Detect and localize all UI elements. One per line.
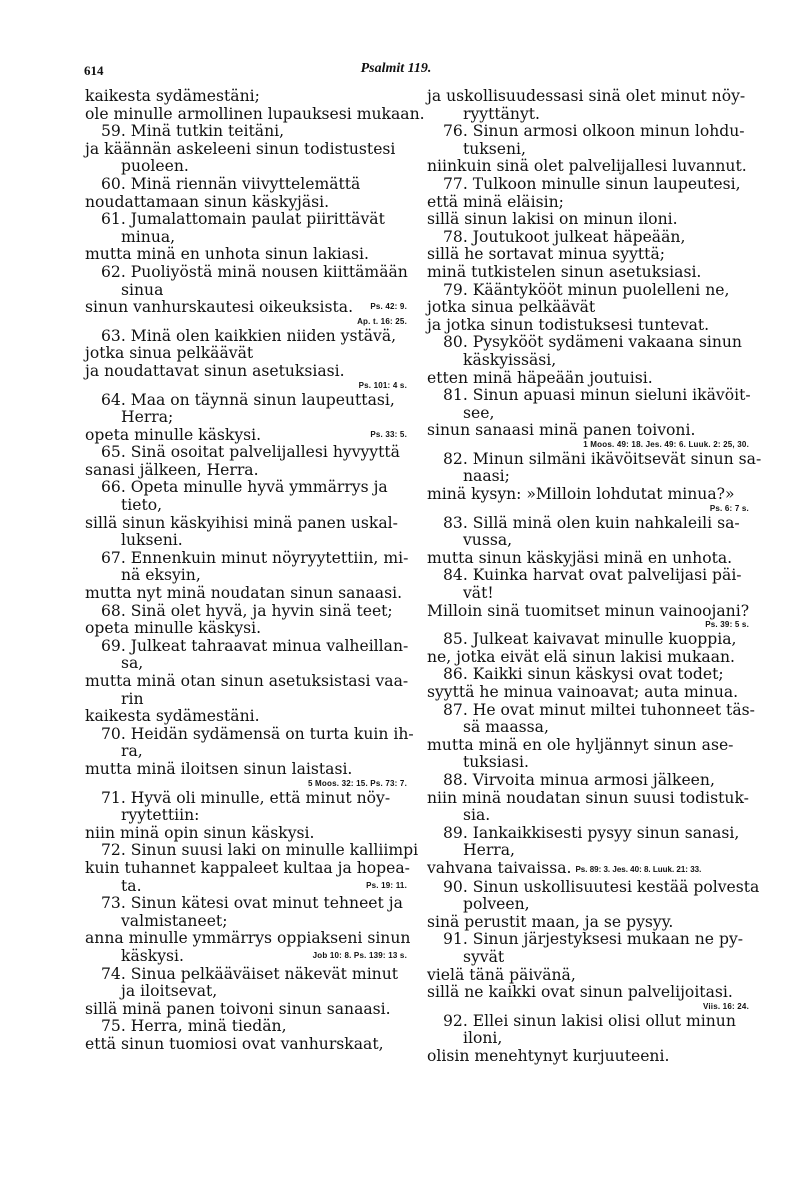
verse-text: 80. Pysykööt sydämeni vakaana sinun: [443, 333, 742, 352]
verse-text: Herra,: [463, 841, 515, 860]
verse-text: kuin tuhannet kappaleet kultaa ja hopea-: [85, 858, 410, 877]
verse-text: ja jotka sinun todistuksesi tuntevat.: [427, 315, 710, 334]
verse-line: [427, 246, 749, 264]
verse-text: 88. Virvoita minua armosi jälkeen,: [443, 770, 715, 789]
verse-text: mutta minä en ole hyljännyt sinun ase-: [427, 735, 734, 754]
verse-line: [85, 790, 407, 808]
verse-line: [427, 515, 749, 533]
verse-text: 69. Julkeat tahraavat minua valheillan-: [101, 636, 409, 655]
verse-text: 86. Kaikki sinun käskysi ovat todet;: [443, 665, 724, 684]
verse-line: [85, 966, 407, 984]
verse-line: [427, 949, 749, 967]
page-header: [0, 0, 792, 80]
verse-line: [427, 790, 749, 808]
verse-text: puoleen.: [121, 157, 189, 176]
verse-line: [85, 409, 407, 427]
verse-text: sia.: [463, 806, 491, 825]
verse-text: opeta minulle käskysi.: [85, 425, 262, 444]
verse-text: 61. Jumalattomain paulat piirittävät: [101, 210, 385, 229]
verse-text: 67. Ennenkuin minut nöyryytettiin, mi-: [101, 548, 409, 567]
verse-line: [427, 684, 749, 702]
verse-line: [427, 317, 749, 335]
verse-text: 64. Maa on täynnä sinun laupeuttasi,: [101, 390, 395, 409]
verse-line: [427, 299, 749, 317]
verse-line: [85, 691, 407, 709]
verse-text: syyttä he minua vainoavat; auta minua.: [427, 683, 739, 701]
verse-text: 79. Kääntykööt minun puolelleni ne,: [443, 280, 730, 299]
verse-text: etten minä häpeään joutuisi.: [427, 368, 653, 387]
verse-text: 68. Sinä olet hyvä, ja hyvin sinä teet;: [101, 601, 393, 620]
verse-text: iloni,: [463, 1029, 503, 1048]
verse-text: anna minulle ymmärrys oppiakseni sinun: [85, 929, 411, 948]
verse-text: 87. He ovat minut miltei tuhonneet täs-: [443, 700, 755, 719]
verse-text: tuksiasi.: [463, 753, 529, 772]
verse-line: [427, 1048, 749, 1066]
verse-line: [85, 567, 407, 585]
verse-text: minä kysyn: »Milloin lohdutat minua?»: [427, 485, 735, 504]
verse-line: [85, 620, 407, 638]
verse-line: [85, 638, 407, 656]
verse-text: niin minä noudatan sinun suusi todistuk-: [427, 788, 749, 807]
verse-line: [85, 761, 407, 779]
verse-text: 92. Ellei sinun lakisi olisi ollut minun: [443, 1011, 736, 1030]
verse-text: 76. Sinun armosi olkoon minun lohdu-: [443, 122, 745, 141]
verse-text: sillä he sortavat minua syyttä;: [427, 245, 666, 264]
verse-line: [85, 345, 407, 363]
verse-line: [427, 719, 749, 737]
verse-line: [427, 532, 749, 550]
verse-line: [85, 158, 407, 176]
verse-text: lukseni.: [121, 531, 183, 550]
verse-text: ryytettiin:: [121, 806, 200, 825]
verse-line: [427, 967, 749, 985]
verse-line: [427, 486, 749, 504]
verse-text: niin minä opin sinun käskysi.: [85, 823, 315, 842]
verse-text: sanasi jälkeen, Herra.: [85, 460, 259, 479]
verse-text: mutta minä otan sinun asetuksistasi vaa-: [85, 672, 409, 690]
verse-text: ra,: [121, 742, 143, 761]
cross-reference: Ps. 101: 4 s.: [358, 380, 407, 390]
verse-text: sillä ne kaikki ovat sinun palvelijoitasi.: [427, 983, 733, 1002]
verse-line: [85, 841, 419, 860]
verse-line: [427, 229, 749, 247]
verse-text: 82. Minun silmäni ikävöitsevät sinun sa-: [443, 449, 762, 468]
cross-reference: Ps. 33: 5.: [370, 429, 407, 439]
cross-reference: 5 Moos. 32: 15. Ps. 73: 7.: [307, 778, 407, 788]
verse-text: vahvana taivaissa.: [427, 858, 572, 877]
cross-reference: Viis. 16: 24.: [702, 1001, 749, 1011]
verse-line: [85, 88, 407, 106]
verse-text: jotka sinua pelkäävät: [85, 344, 254, 363]
verse-text: 66. Opeta minulle hyvä ymmärrys ja: [101, 478, 388, 497]
verse-line: [85, 229, 407, 247]
verse-line: [85, 444, 407, 462]
cross-reference: Ps. 19: 11.: [366, 880, 407, 890]
verse-line: [85, 176, 407, 194]
verse-line: [427, 931, 749, 949]
verse-text: 85. Julkeat kaivavat minulle kuoppia,: [443, 630, 737, 649]
verse-line: [427, 1013, 749, 1031]
verse-line: [85, 948, 407, 966]
verse-line: [427, 176, 749, 194]
verse-line: [85, 515, 407, 533]
verse-text: ole minulle armollinen lupauksesi mukaan.: [85, 104, 425, 123]
verse-line: [427, 106, 749, 124]
verse-text: sä maassa,: [463, 718, 549, 737]
verse-text: sillä sinun käskyihisi minä panen uskal-: [85, 513, 398, 532]
verse-line: [85, 497, 407, 515]
verse-line: [427, 807, 749, 825]
verse-line: [427, 700, 755, 720]
verse-text: 78. Joutukoot julkeat häpeään,: [443, 227, 686, 246]
verse-line: [85, 211, 407, 229]
verse-text: see,: [463, 403, 495, 422]
verse-text: sinä perustit maan, ja se pysyy.: [427, 912, 674, 931]
verse-text: ja käännän askeleeni sinun todistustesi: [85, 139, 396, 158]
verse-text: vussa,: [463, 531, 513, 550]
verse-line: [85, 1018, 407, 1036]
verse-text: vielä tänä päivänä,: [427, 965, 576, 984]
verse-text: 62. Puoliyöstä minä nousen kiittämään: [101, 262, 408, 281]
verse-line: [85, 104, 425, 124]
verse-line: [85, 462, 407, 480]
verse-text: käskyissäsi,: [463, 350, 557, 369]
verse-line: [427, 550, 749, 568]
verse-line: [427, 860, 749, 879]
verse-text: 83. Sillä minä olen kuin nahkaleili sa-: [443, 513, 740, 532]
cross-reference: Ps. 6: 7 s.: [709, 503, 749, 513]
verse-line: [85, 550, 407, 568]
verse-line: [427, 334, 749, 352]
verse-line: [85, 913, 407, 931]
verse-line: [85, 141, 407, 159]
verse-text: sa,: [121, 654, 144, 673]
verse-text: sillä sinun lakisi on minun iloni.: [427, 210, 678, 229]
verse-line: [85, 895, 407, 913]
verse-text: 59. Minä tutkin teitäni,: [101, 122, 285, 141]
verse-line: [85, 983, 407, 1001]
verse-line: [85, 194, 407, 212]
verse-line: [427, 737, 749, 755]
verse-text: 74. Sinua pelkääväiset näkevät minut: [101, 964, 399, 983]
verse-text: 81. Sinun apuasi minun sieluni ikävöit-: [443, 386, 751, 405]
verse-text: mutta nyt minä noudatan sinun sanaasi.: [85, 584, 403, 603]
verse-line: [85, 427, 407, 445]
verse-text: 75. Herra, minä tiedän,: [101, 1017, 287, 1036]
verse-line: [427, 754, 749, 772]
verse-text: Milloin sinä tuomitset minun vainoojani?: [427, 601, 750, 620]
verse-line: [85, 479, 407, 497]
verse-line: [85, 392, 407, 410]
right-text-column: [427, 87, 762, 1065]
verse-text: nä eksyin,: [121, 566, 201, 585]
cross-reference: Ps. 39: 5 s.: [705, 620, 749, 630]
verse-text: polveen,: [463, 895, 530, 914]
verse-line: [427, 877, 760, 897]
verse-line: [427, 194, 749, 212]
verse-line: [427, 567, 749, 585]
verse-line: [427, 158, 749, 176]
verse-line: [427, 405, 749, 423]
verse-line: [85, 123, 407, 141]
verse-text: ja noudattavat sinun asetuksiasi.: [85, 361, 345, 380]
verse-text: mutta sinun käskyjäsi minä en unhota.: [427, 548, 733, 567]
verse-line: [427, 88, 749, 106]
verse-line: [427, 370, 749, 388]
cross-reference: Ps. 89: 3. Jes. 40: 8. Luuk. 21: 33.: [575, 864, 702, 874]
verse-line: [427, 1030, 749, 1048]
verse-line: [85, 655, 407, 673]
verse-line: [427, 141, 749, 159]
verse-text: 72. Sinun suusi laki on minulle kalliimpi: [101, 841, 419, 860]
verse-line: [85, 585, 407, 603]
verse-line: [427, 631, 749, 649]
page-number: 614: [84, 63, 104, 78]
verse-text: syvät: [463, 947, 505, 966]
verse-line: [427, 896, 749, 914]
verse-line: [427, 123, 749, 141]
verse-text: niinkuin sinä olet palvelijallesi luvannut.: [427, 157, 747, 176]
verse-line: [427, 387, 749, 405]
verse-line: [427, 422, 749, 440]
verse-line: [427, 264, 749, 282]
verse-line: [85, 724, 414, 744]
verse-text: että sinun tuomiosi ovat vanhurskaat,: [85, 1034, 384, 1053]
verse-text: että minä eläisin;: [427, 192, 564, 211]
verse-line: [427, 842, 749, 860]
verse-text: Herra;: [121, 408, 174, 427]
verse-line: [427, 914, 749, 932]
verse-line: [85, 603, 407, 621]
verse-line: [427, 825, 749, 843]
verse-line: [85, 825, 407, 843]
verse-text: naasi;: [463, 467, 510, 486]
verse-text: valmistaneet;: [121, 911, 228, 930]
verse-text: noudattamaan sinun käskyjäsi.: [85, 192, 330, 211]
verse-text: ryyttänyt.: [463, 104, 540, 123]
verse-text: 90. Sinun uskollisuutesi kestää polvesta: [443, 877, 760, 896]
verse-text: sinun sanaasi minä panen toivoni.: [427, 421, 696, 440]
cross-reference: 1 Moos. 49: 18. Jes. 49: 6. Luuk. 2: 25, 30.: [583, 439, 749, 449]
verse-text: 84. Kuinka harvat ovat palvelijasi päi-: [443, 566, 742, 585]
verse-text: 70. Heidän sydämensä on turta kuin ih-: [101, 724, 414, 743]
verse-line: [427, 468, 749, 486]
verse-text: sinun vanhurskautesi oikeuksista.: [85, 298, 354, 317]
verse-line: [85, 246, 407, 264]
verse-line: [85, 929, 411, 948]
verse-line: [427, 211, 749, 229]
verse-text: minä tutkistelen sinun asetuksiasi.: [427, 262, 702, 281]
verse-text: ne, jotka eivät elä sinun lakisi mukaan.: [427, 647, 736, 666]
verse-text: mutta minä en unhota sinun lakiasi.: [85, 245, 369, 264]
verse-text: 63. Minä olen kaikkien niiden ystävä,: [101, 326, 397, 345]
verse-text: tukseni,: [463, 139, 526, 158]
cross-reference: Job 10: 8. Ps. 139: 13 s.: [312, 950, 407, 960]
verse-line: [427, 649, 749, 667]
verse-text: olisin menehtynyt kurjuuteeni.: [427, 1046, 670, 1065]
verse-text: minua,: [121, 227, 176, 246]
verse-text: käskysi.: [121, 946, 184, 965]
verse-text: sinua: [121, 280, 164, 299]
verse-line: [427, 666, 749, 684]
verse-text: rin: [121, 689, 144, 708]
verse-text: mutta minä iloitsen sinun laistasi.: [85, 759, 353, 778]
left-text-column: [85, 87, 425, 1053]
cross-reference: Ap. t. 16: 25.: [357, 316, 407, 326]
verse-text: kaikesta sydämestäni.: [85, 707, 260, 726]
verse-text: ja uskollisuudessasi sinä olet minut nöy-: [427, 87, 746, 105]
verse-line: [85, 264, 407, 282]
verse-line: [427, 772, 749, 790]
verse-line: [85, 708, 407, 726]
verse-line: [85, 532, 407, 550]
verse-line: [427, 984, 749, 1002]
verse-text: 65. Sinä osoitat palvelijallesi hyvyyttä: [101, 443, 400, 462]
verse-text: tieto,: [121, 496, 163, 515]
verse-line: [85, 363, 407, 381]
verse-line: [427, 585, 749, 603]
verse-text: vät!: [463, 584, 494, 603]
verse-text: sillä minä panen toivoni sinun sanaasi.: [85, 999, 391, 1018]
verse-line: [85, 1001, 407, 1019]
cross-reference: Ps. 42: 9.: [370, 302, 407, 312]
verse-text: ta.: [121, 876, 142, 895]
running-title: Psalmit 119.: [360, 61, 432, 76]
verse-text: jotka sinua pelkäävät: [427, 298, 596, 317]
verse-line: [427, 352, 749, 370]
verse-text: ja iloitsevat,: [121, 982, 218, 1001]
verse-text: 89. Iankaikkisesti pysyy sinun sanasi,: [443, 823, 740, 842]
verse-line: [85, 328, 407, 346]
verse-text: kaikesta sydämestäni;: [85, 87, 260, 105]
verse-line: [85, 807, 407, 825]
verse-line: [427, 603, 749, 621]
verse-line: [427, 449, 762, 469]
verse-text: 73. Sinun kätesi ovat minut tehneet ja: [101, 894, 403, 913]
verse-line: [85, 673, 407, 691]
verse-text: 91. Sinun järjestyksesi mukaan ne py-: [443, 930, 744, 949]
verse-line: [85, 282, 407, 300]
verse-line: [85, 299, 407, 317]
verse-line: [85, 743, 407, 761]
verse-text: 71. Hyvä oli minulle, että minut nöy-: [101, 788, 391, 807]
verse-line: [85, 878, 407, 896]
verse-text: 60. Minä riennän viivyttelemättä: [101, 174, 361, 193]
verse-text: 77. Tulkoon minulle sinun laupeutesi,: [443, 174, 741, 193]
verse-text: opeta minulle käskysi.: [85, 619, 262, 638]
verse-line: [427, 282, 749, 300]
verse-line: [85, 1036, 407, 1054]
verse-line: [85, 858, 410, 878]
